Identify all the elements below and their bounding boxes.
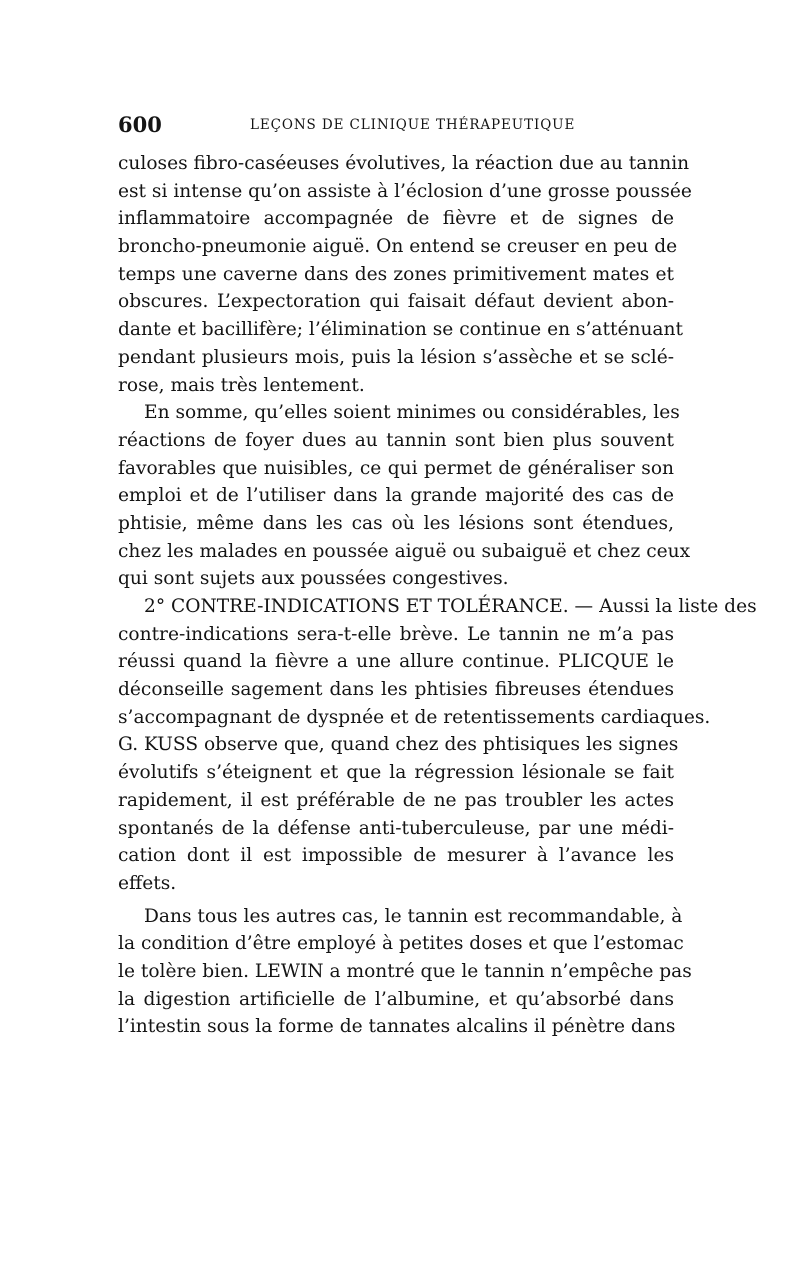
text-line: temps une caverne dans des zones primitivement mates et [118,263,674,285]
text-line: qui sont sujets aux poussées congestives. [118,568,509,590]
text-line: rapidement, il est préférable de ne pas troubler les actes [118,789,674,811]
text-line: la digestion artificielle de l’albumine, et qu’absorbé dans [118,988,674,1010]
text-line: phtisie, même dans les cas où les lésions sont étendues, [118,512,674,534]
page-header [118,112,678,138]
text-line: la condition d’être employé à petites doses et que l’estomac [118,933,684,955]
text-line: contre-indications sera-t-elle brève. Le tannin ne m’a pas [118,623,674,645]
paragraph-1 [118,150,692,399]
paragraph-4 [118,903,692,1041]
text-line: culoses fibro-caséeuses évolutives, la réaction due au tannin [118,153,690,174]
text-line: pendant plusieurs mois, puis la lésion s’assèche et se sclé- [118,346,674,368]
text-line: le tolère bien. LEWIN a montré que le tannin n’empêche pas [118,960,692,982]
text-line: spontanés de la défense anti-tuberculeuse, par une médi- [118,817,674,839]
text-line: réactions de foyer dues au tannin sont bien plus souvent [118,429,674,451]
text-line: G. KUSS observe que, quand chez des phtisiques les signes [118,734,679,756]
text-line: En somme, qu’elles soient minimes ou considérables, les [144,402,680,424]
paragraph-3 [118,593,757,898]
body-text [118,150,757,1041]
text-line: inflammatoire accompagnée de fièvre et de signes de [118,208,674,230]
text-line: évolutifs s’éteignent et que la régression lésionale se fait [118,762,674,784]
text-line: chez les malades en poussée aiguë ou subaiguë et chez ceux [118,540,691,562]
text-line: s’accompagnant de dyspnée et de retentissements cardiaques. [118,706,711,728]
text-line: rose, mais très lentement. [118,374,365,396]
text-line: réussi quand la fièvre a une allure continue. PLICQUE le [118,651,674,673]
paragraph-2 [118,399,691,593]
text-line: cation dont il est impossible de mesurer à l’avance les [118,845,674,867]
text-line: effets. [118,872,177,894]
text-line: déconseille sagement dans les phtisies fibreuses étendues [118,679,674,701]
text-line: dante et bacillifère; l’élimination se continue en s’atténuant [118,319,683,341]
page-number: 600 [118,112,162,137]
text-line: 2° CONTRE-INDICATIONS ET TOLÉRANCE. — Aussi la liste des [144,596,757,617]
text-line: emploi et de l’utiliser dans la grande majorité des cas de [118,485,674,507]
text-line: Dans tous les autres cas, le tannin est recommandable, à [144,905,683,927]
text-line: favorables que nuisibles, ce qui permet de généraliser son [118,457,674,479]
running-head: LEÇONS DE CLINIQUE THÉRAPEUTIQUE [250,117,576,133]
text-line: obscures. L’expectoration qui faisait défaut devient abon- [118,291,674,313]
text-line: l’intestin sous la forme de tannates alcalins il pénètre dans [118,1016,676,1038]
text-line: est si intense qu’on assiste à l’éclosion d’une grosse poussée [118,180,692,202]
text-line: broncho-pneumonie aiguë. On entend se creuser en peu de [118,236,678,258]
